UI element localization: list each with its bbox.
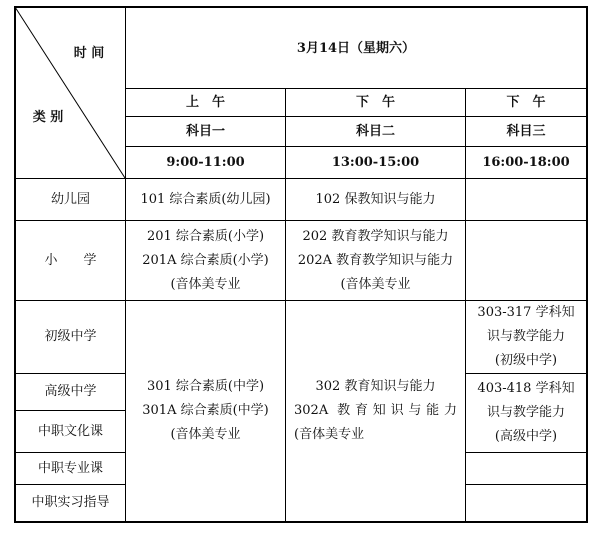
senior-subject-3 [466,374,586,452]
session-3-period: 下 午 [506,94,546,110]
middle-subject-2 [286,301,465,521]
exam-schedule-table [14,6,588,523]
category-voc-practice: 中职实习指导 [31,495,110,510]
category-senior-middle: 高级中学 [44,384,97,399]
category-junior-middle: 初级中学 [44,329,97,344]
session-1-subject: 科目一 [185,123,225,139]
primary-subject-1 [126,221,285,300]
table-border-right [586,6,588,523]
session-2-period: 下 午 [355,94,395,110]
session-3-subject: 科目三 [506,123,546,139]
primary-s2-line-1: 202 教育教学知识与能力 [302,228,449,244]
primary-s1-line-2: 201A 综合素质(小学) [142,252,269,268]
row-line-voc-culture-s3 [465,452,588,453]
primary-s1-line-1: 201 综合素质(小学) [146,228,265,244]
category-voc-major: 中职专业课 [37,460,103,476]
category-voc-culture: 中职文化课 [37,423,103,439]
middle-subject-1 [126,301,285,521]
row-line-voc-major-s3 [465,484,588,485]
middle-s1-line-1: 301 综合素质(中学) [146,379,265,394]
primary-s2-line-3: (音体美专业 [340,276,411,292]
session-1-time: 9:00-11:00 [166,154,245,170]
senior-s3-line-2: 识与教学能力 [486,405,565,420]
middle-s2-line-1: 302 教育知识与能力 [315,379,436,394]
exam-date: 3月14日（星期六） [296,41,416,56]
table-border-bottom [14,521,588,523]
primary-s1-line-3: (音体美专业 [170,276,241,292]
kindergarten-subject-1: 101 综合素质(幼儿园) [140,191,271,207]
primary-s2-line-2: 202A 教育教学知识与能力 [297,252,454,268]
session-3-time: 16:00-18:00 [482,154,570,170]
senior-s3-line-3: (高级中学) [494,429,558,444]
junior-s3-line-1: 303-317 学科知 [477,305,575,320]
session-1-period: 上 午 [185,94,225,110]
middle-s1-line-3: (音体美专业 [170,427,241,442]
kindergarten-subject-2: 102 保教知识与能力 [315,191,436,207]
middle-s2-line-2: 302A 教育知识与能力 [294,403,457,418]
primary-subject-2 [286,221,465,300]
middle-s1-line-2: 301A 综合素质(中学) [142,403,269,418]
session-2-subject: 科目二 [355,123,395,139]
middle-s2-line-3: (音体美专业 [294,427,365,442]
junior-subject-3 [466,301,586,373]
session-2-time: 13:00-15:00 [331,154,420,170]
time-label: 时 间 [73,46,105,61]
category-primary: 小 学 [44,252,97,268]
category-kindergarten: 幼儿园 [50,191,90,207]
junior-s3-line-3: (初级中学) [494,353,558,368]
category-label: 类 别 [32,110,64,125]
header-diagonal [14,6,126,179]
junior-s3-line-2: 识与教学能力 [486,329,565,344]
senior-s3-line-1: 403-418 学科知 [477,381,575,396]
